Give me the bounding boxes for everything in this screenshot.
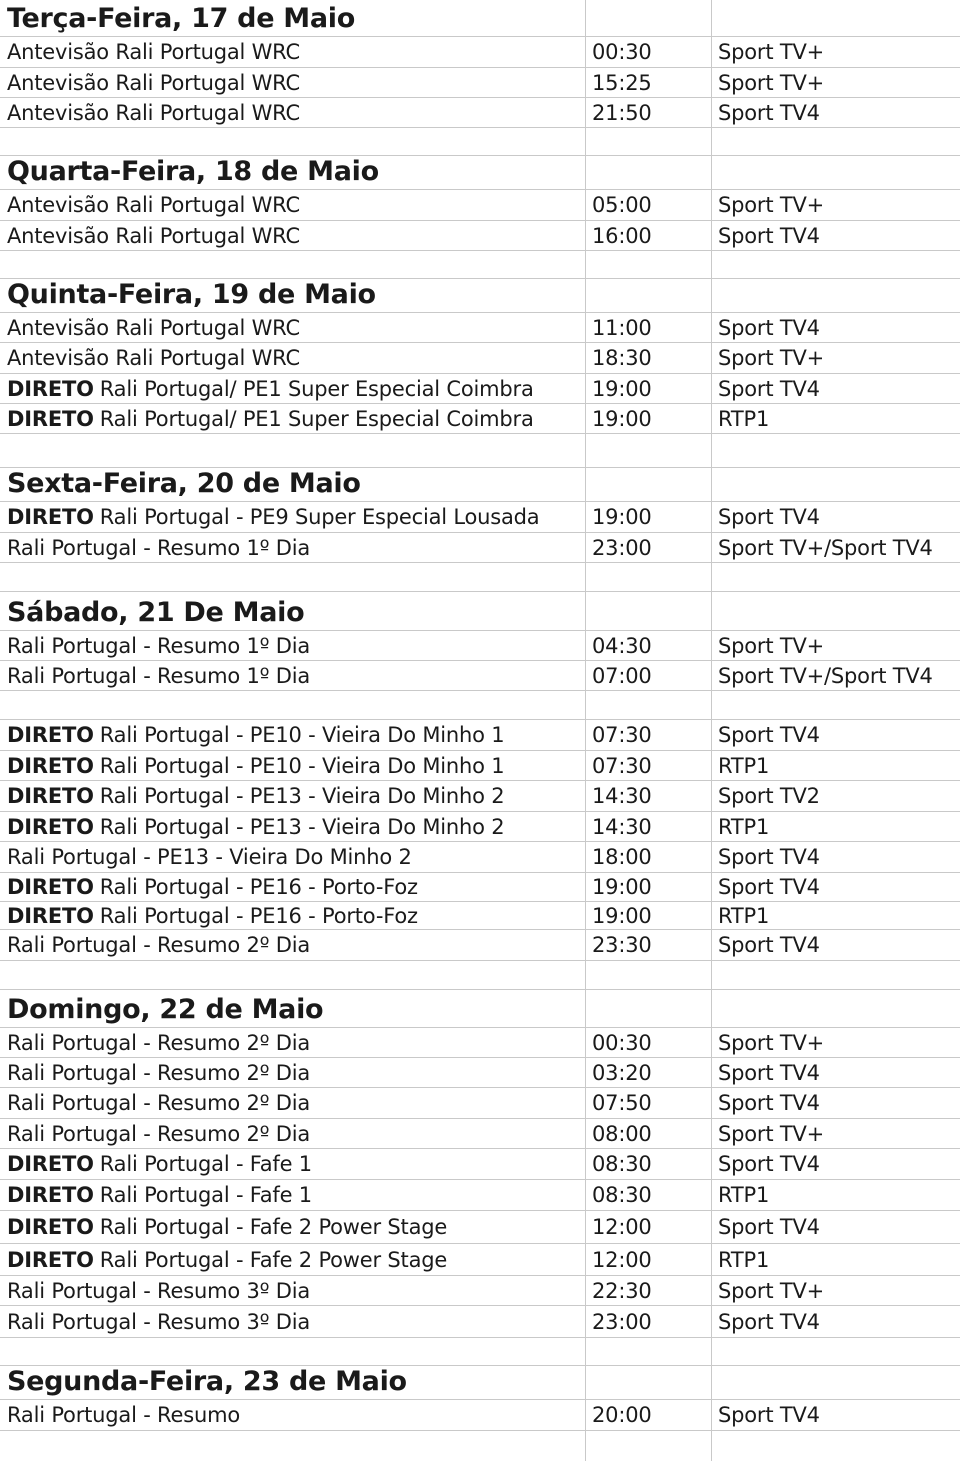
schedule-row bbox=[0, 37, 960, 68]
empty-cell bbox=[586, 563, 712, 591]
program-title: Antevisão Rali Portugal WRC bbox=[7, 40, 300, 64]
empty-cell bbox=[712, 1431, 960, 1461]
program-title: Antevisão Rali Portugal WRC bbox=[7, 346, 300, 370]
time-cell: 21:50 bbox=[586, 98, 712, 127]
channel-cell: Sport TV+ bbox=[718, 1030, 825, 1055]
day-header-row bbox=[0, 156, 960, 190]
channel-cell: RTP1 bbox=[718, 1247, 770, 1272]
empty-cell bbox=[712, 0, 960, 36]
program-title: Rali Portugal - Resumo 2º Dia bbox=[7, 933, 311, 957]
empty-cell bbox=[712, 592, 960, 630]
channel-cell: Sport TV+ bbox=[718, 346, 825, 370]
program-cell bbox=[0, 98, 586, 127]
time-cell: 18:30 bbox=[586, 343, 712, 373]
empty-cell bbox=[712, 961, 960, 989]
program-cell bbox=[0, 533, 586, 562]
program-title: Antevisão Rali Portugal WRC bbox=[7, 315, 300, 340]
empty-cell bbox=[0, 563, 586, 591]
program-title: Rali Portugal - Resumo 3º Dia bbox=[7, 1278, 311, 1303]
channel-cell: Sport TV4 bbox=[718, 1152, 820, 1176]
spacer-row bbox=[0, 251, 960, 279]
time-cell: 19:00 bbox=[586, 404, 712, 433]
schedule-row bbox=[0, 1276, 960, 1306]
program-title: Rali Portugal/ PE1 Super Especial Coimbra bbox=[99, 376, 534, 401]
program-title: Rali Portugal - Resumo 1º Dia bbox=[7, 633, 311, 658]
channel-cell: RTP1 bbox=[718, 1183, 770, 1207]
time-cell: 15:25 bbox=[586, 68, 712, 97]
schedule-row bbox=[0, 343, 960, 374]
program-cell bbox=[0, 1119, 586, 1148]
program-cell bbox=[0, 1244, 586, 1275]
channel-cell: Sport TV4 bbox=[718, 1215, 820, 1239]
empty-cell bbox=[586, 1338, 712, 1365]
empty-cell bbox=[712, 1338, 960, 1365]
time-cell: 08:30 bbox=[586, 1149, 712, 1179]
schedule-row bbox=[0, 221, 960, 251]
time-cell: 12:00 bbox=[586, 1211, 712, 1243]
empty-cell bbox=[586, 468, 712, 501]
time-cell: 08:00 bbox=[586, 1119, 712, 1148]
channel-cell: Sport TV2 bbox=[718, 784, 820, 808]
program-cell bbox=[0, 1088, 586, 1118]
program-cell bbox=[0, 374, 586, 403]
empty-cell bbox=[586, 961, 712, 989]
time-cell: 16:00 bbox=[586, 221, 712, 250]
empty-cell bbox=[712, 468, 960, 501]
channel-cell: Sport TV4 bbox=[718, 315, 820, 340]
day-heading: Quarta-Feira, 18 de Maio bbox=[0, 156, 586, 189]
program-title: Rali Portugal - PE13 - Vieira Do Minho 2 bbox=[99, 784, 505, 808]
live-tag: DIRETO bbox=[7, 406, 94, 431]
empty-cell bbox=[586, 1366, 712, 1399]
program-title: Antevisão Rali Portugal WRC bbox=[7, 223, 300, 248]
channel-cell: Sport TV4 bbox=[718, 723, 820, 747]
program-cell bbox=[0, 404, 586, 433]
day-heading: Terça-Feira, 17 de Maio bbox=[0, 0, 586, 36]
channel-cell: Sport TV4 bbox=[718, 505, 820, 529]
program-cell bbox=[0, 902, 586, 929]
program-cell bbox=[0, 631, 586, 660]
schedule-row bbox=[0, 98, 960, 128]
program-cell bbox=[0, 1276, 586, 1305]
channel-cell: Sport TV+/Sport TV4 bbox=[718, 535, 933, 560]
time-cell: 08:30 bbox=[586, 1180, 712, 1210]
spacer-row bbox=[0, 961, 960, 990]
empty-cell bbox=[586, 279, 712, 312]
empty-cell bbox=[586, 156, 712, 189]
schedule-row bbox=[0, 661, 960, 691]
empty-cell bbox=[586, 128, 712, 155]
live-tag: DIRETO bbox=[7, 814, 94, 839]
time-cell: 19:00 bbox=[586, 374, 712, 403]
day-header-row bbox=[0, 279, 960, 313]
channel-cell: Sport TV4 bbox=[718, 223, 820, 248]
program-cell bbox=[0, 221, 586, 250]
time-cell: 07:00 bbox=[586, 661, 712, 690]
channel-cell: Sport TV4 bbox=[718, 845, 820, 869]
program-title: Rali Portugal - PE13 - Vieira Do Minho 2 bbox=[99, 814, 505, 839]
schedule-row bbox=[0, 812, 960, 842]
channel-cell: RTP1 bbox=[718, 753, 770, 778]
schedule-row bbox=[0, 533, 960, 563]
empty-cell bbox=[712, 563, 960, 591]
channel-cell: Sport TV+ bbox=[718, 633, 825, 658]
time-cell: 05:00 bbox=[586, 190, 712, 220]
program-title: Rali Portugal - PE9 Super Especial Lousada bbox=[99, 505, 540, 529]
spacer-row bbox=[0, 563, 960, 592]
schedule-row bbox=[0, 1306, 960, 1338]
schedule-row bbox=[0, 1028, 960, 1058]
day-heading: Domingo, 22 de Maio bbox=[0, 990, 586, 1027]
empty-cell bbox=[0, 1431, 586, 1461]
program-cell bbox=[0, 1058, 586, 1087]
program-title: Rali Portugal - Resumo 1º Dia bbox=[7, 663, 311, 688]
time-cell: 00:30 bbox=[586, 1028, 712, 1057]
spacer-row bbox=[0, 1338, 960, 1366]
empty-cell bbox=[712, 251, 960, 278]
program-cell bbox=[0, 502, 586, 532]
live-tag: DIRETO bbox=[7, 1215, 94, 1239]
program-title: Rali Portugal - Resumo 1º Dia bbox=[7, 535, 311, 560]
channel-cell: RTP1 bbox=[718, 814, 770, 839]
schedule-row bbox=[0, 1119, 960, 1149]
time-cell: 12:00 bbox=[586, 1244, 712, 1275]
channel-cell: Sport TV+ bbox=[718, 193, 825, 217]
program-title: Rali Portugal - Resumo 2º Dia bbox=[7, 1121, 311, 1146]
channel-cell: Sport TV+/Sport TV4 bbox=[718, 663, 933, 688]
channel-cell: Sport TV+ bbox=[718, 1278, 825, 1303]
program-cell bbox=[0, 68, 586, 97]
program-title: Rali Portugal/ PE1 Super Especial Coimbra bbox=[99, 406, 534, 431]
program-title: Rali Portugal - Fafe 2 Power Stage bbox=[99, 1215, 448, 1239]
time-cell: 00:30 bbox=[586, 37, 712, 67]
schedule-row bbox=[0, 1149, 960, 1180]
live-tag: DIRETO bbox=[7, 505, 94, 529]
empty-cell bbox=[712, 1366, 960, 1399]
empty-cell bbox=[0, 251, 586, 278]
program-cell bbox=[0, 781, 586, 811]
program-cell bbox=[0, 842, 586, 872]
time-cell: 23:00 bbox=[586, 1306, 712, 1337]
channel-cell: Sport TV4 bbox=[718, 1091, 820, 1115]
program-cell bbox=[0, 1400, 586, 1430]
time-cell: 23:00 bbox=[586, 533, 712, 562]
schedule-row bbox=[0, 1244, 960, 1276]
empty-cell bbox=[0, 128, 586, 155]
live-tag: DIRETO bbox=[7, 723, 94, 747]
empty-cell bbox=[0, 1338, 586, 1365]
live-tag: DIRETO bbox=[7, 753, 94, 778]
day-header-row bbox=[0, 592, 960, 631]
program-cell bbox=[0, 873, 586, 901]
time-cell: 18:00 bbox=[586, 842, 712, 872]
schedule-row bbox=[0, 502, 960, 533]
day-header-row bbox=[0, 468, 960, 502]
empty-cell bbox=[586, 434, 712, 467]
time-cell: 11:00 bbox=[586, 313, 712, 342]
time-cell: 07:30 bbox=[586, 720, 712, 750]
schedule-row bbox=[0, 313, 960, 343]
channel-cell: Sport TV4 bbox=[718, 875, 820, 899]
program-cell bbox=[0, 343, 586, 373]
time-cell: 19:00 bbox=[586, 502, 712, 532]
program-title: Rali Portugal - Resumo 2º Dia bbox=[7, 1091, 311, 1115]
day-header-row bbox=[0, 0, 960, 37]
time-cell: 20:00 bbox=[586, 1400, 712, 1430]
live-tag: DIRETO bbox=[7, 875, 94, 899]
program-cell bbox=[0, 1149, 586, 1179]
program-cell bbox=[0, 930, 586, 960]
time-cell: 22:30 bbox=[586, 1276, 712, 1305]
live-tag: DIRETO bbox=[7, 1183, 94, 1207]
channel-cell: Sport TV+ bbox=[718, 40, 825, 64]
live-tag: DIRETO bbox=[7, 376, 94, 401]
channel-cell: Sport TV4 bbox=[718, 933, 820, 957]
program-title: Rali Portugal - Resumo 2º Dia bbox=[7, 1060, 311, 1085]
program-title: Rali Portugal - PE13 - Vieira Do Minho 2 bbox=[7, 845, 412, 869]
day-header-row bbox=[0, 1366, 960, 1400]
program-title: Rali Portugal - Resumo bbox=[7, 1403, 240, 1427]
empty-cell bbox=[712, 691, 960, 719]
empty-cell bbox=[0, 434, 586, 467]
empty-cell bbox=[586, 990, 712, 1027]
day-heading: Sexta-Feira, 20 de Maio bbox=[0, 468, 586, 501]
schedule-row bbox=[0, 751, 960, 781]
empty-cell bbox=[586, 0, 712, 36]
time-cell: 14:30 bbox=[586, 812, 712, 841]
time-cell: 19:00 bbox=[586, 873, 712, 901]
program-title: Rali Portugal - Resumo 3º Dia bbox=[7, 1309, 311, 1334]
spacer-row bbox=[0, 128, 960, 156]
schedule-row bbox=[0, 374, 960, 404]
day-heading: Segunda-Feira, 23 de Maio bbox=[0, 1366, 586, 1399]
channel-cell: Sport TV4 bbox=[718, 100, 820, 125]
program-cell bbox=[0, 37, 586, 67]
time-cell: 03:20 bbox=[586, 1058, 712, 1087]
program-cell bbox=[0, 190, 586, 220]
schedule-row bbox=[0, 930, 960, 961]
time-cell: 07:30 bbox=[586, 751, 712, 780]
schedule-row bbox=[0, 1088, 960, 1119]
program-cell bbox=[0, 661, 586, 690]
empty-cell bbox=[0, 961, 586, 989]
time-cell: 23:30 bbox=[586, 930, 712, 960]
program-title: Rali Portugal - PE16 - Porto-Foz bbox=[99, 875, 418, 899]
schedule-row bbox=[0, 781, 960, 812]
program-cell bbox=[0, 1306, 586, 1337]
empty-cell bbox=[586, 691, 712, 719]
schedule-row bbox=[0, 1180, 960, 1211]
day-heading: Quinta-Feira, 19 de Maio bbox=[0, 279, 586, 312]
schedule-row bbox=[0, 1058, 960, 1088]
live-tag: DIRETO bbox=[7, 1247, 94, 1272]
spacer-row bbox=[0, 1431, 960, 1461]
live-tag: DIRETO bbox=[7, 903, 94, 928]
program-cell bbox=[0, 720, 586, 750]
schedule-row bbox=[0, 873, 960, 902]
empty-cell bbox=[0, 691, 586, 719]
program-title: Antevisão Rali Portugal WRC bbox=[7, 70, 300, 95]
program-cell bbox=[0, 1028, 586, 1057]
schedule-row bbox=[0, 1211, 960, 1244]
program-title: Rali Portugal - Resumo 2º Dia bbox=[7, 1030, 311, 1055]
schedule-row bbox=[0, 842, 960, 873]
program-cell bbox=[0, 1211, 586, 1243]
program-title: Rali Portugal - PE16 - Porto-Foz bbox=[99, 903, 418, 928]
time-cell: 19:00 bbox=[586, 902, 712, 929]
empty-cell bbox=[586, 251, 712, 278]
program-title: Rali Portugal - Fafe 1 bbox=[99, 1183, 312, 1207]
program-cell bbox=[0, 751, 586, 780]
day-heading: Sábado, 21 De Maio bbox=[0, 592, 586, 630]
empty-cell bbox=[712, 990, 960, 1027]
spacer-row bbox=[0, 434, 960, 468]
day-header-row bbox=[0, 990, 960, 1028]
program-cell bbox=[0, 812, 586, 841]
channel-cell: Sport TV4 bbox=[718, 1309, 820, 1334]
channel-cell: Sport TV+ bbox=[718, 70, 825, 95]
program-cell bbox=[0, 313, 586, 342]
schedule-row bbox=[0, 68, 960, 98]
program-title: Rali Portugal - Fafe 2 Power Stage bbox=[99, 1247, 448, 1272]
program-title: Rali Portugal - Fafe 1 bbox=[99, 1152, 312, 1176]
live-tag: DIRETO bbox=[7, 784, 94, 808]
live-tag: DIRETO bbox=[7, 1152, 94, 1176]
program-title: Rali Portugal - PE10 - Vieira Do Minho 1 bbox=[99, 723, 505, 747]
channel-cell: RTP1 bbox=[718, 903, 770, 928]
schedule-row bbox=[0, 902, 960, 930]
program-cell bbox=[0, 1180, 586, 1210]
empty-cell bbox=[712, 279, 960, 312]
channel-cell: Sport TV4 bbox=[718, 376, 820, 401]
program-title: Antevisão Rali Portugal WRC bbox=[7, 193, 300, 217]
channel-cell: Sport TV4 bbox=[718, 1403, 820, 1427]
empty-cell bbox=[586, 592, 712, 630]
empty-cell bbox=[712, 128, 960, 155]
channel-cell: Sport TV4 bbox=[718, 1060, 820, 1085]
schedule-row bbox=[0, 631, 960, 661]
schedule-row bbox=[0, 190, 960, 221]
program-title: Rali Portugal - PE10 - Vieira Do Minho 1 bbox=[99, 753, 505, 778]
spacer-row bbox=[0, 691, 960, 720]
schedule-row bbox=[0, 720, 960, 751]
channel-cell: Sport TV+ bbox=[718, 1121, 825, 1146]
program-title: Antevisão Rali Portugal WRC bbox=[7, 100, 300, 125]
empty-cell bbox=[712, 156, 960, 189]
schedule-row bbox=[0, 1400, 960, 1431]
time-cell: 07:50 bbox=[586, 1088, 712, 1118]
empty-cell bbox=[712, 434, 960, 467]
time-cell: 14:30 bbox=[586, 781, 712, 811]
time-cell: 04:30 bbox=[586, 631, 712, 660]
empty-cell bbox=[586, 1431, 712, 1461]
channel-cell: RTP1 bbox=[718, 406, 770, 431]
schedule-row bbox=[0, 404, 960, 434]
